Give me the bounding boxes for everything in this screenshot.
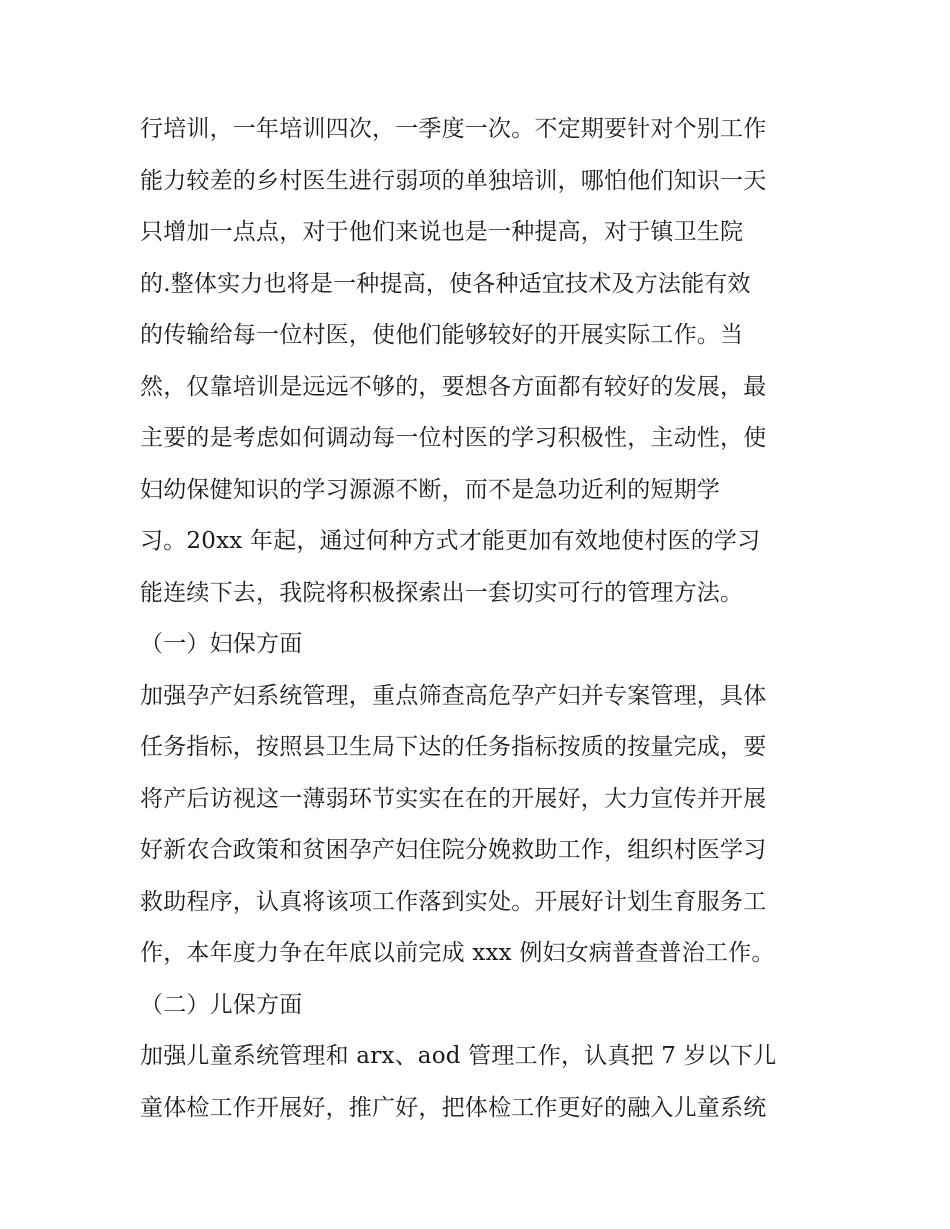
text-line: 的.整体实力也将是一种提高，使各种适宜技术及方法能有效 xyxy=(140,270,751,297)
section-heading: （二）儿保方面 xyxy=(140,991,303,1018)
text-line: 然，仅靠培训是远远不够的，要想各方面都有较好的发展，最 xyxy=(140,373,767,400)
text-line: 好新农合政策和贫困孕产妇住院分娩救助工作，组织村医学习 xyxy=(140,837,767,863)
text-line: 主要的是考虑如何调动每一位村医的学习积极性，主动性，使 xyxy=(140,425,767,451)
text-line: 习。20xx 年起，通过何种方式才能更加有效地使村医的学习 xyxy=(140,528,761,554)
text-line: 妇幼保健知识的学习源源不断，而不是急功近利的短期学 xyxy=(140,476,720,503)
text-line: 的传输给每一位村医，使他们能够较好的开展实际工作。当 xyxy=(140,322,744,348)
text-line: 加强孕产妇系统管理，重点筛查高危孕产妇并专案管理，具体 xyxy=(140,682,767,709)
text-line: 能连续下去，我院将积极探索出一套切实可行的管理方法。 xyxy=(140,579,744,606)
text-line: 将产后访视这一薄弱环节实实在在的开展好，大力宣传并开展 xyxy=(140,785,767,812)
text-line: 作，本年度力争在年底以前完成 xxx 例妇女病普查普治工作。 xyxy=(140,940,775,966)
text-line: 只增加一点点，对于他们来说也是一种提高，对于镇卫生院 xyxy=(140,219,744,245)
document-body xyxy=(140,104,820,1134)
text-line: 任务指标，按照县卫生局下达的任务指标按质的按量完成，要 xyxy=(140,734,767,760)
text-line: 童体检工作开展好，推广好，把体检工作更好的融入儿童系统 xyxy=(140,1094,767,1121)
text-line: 救助程序，认真将该项工作落到实处。开展好计划生育服务工 xyxy=(140,888,767,915)
text-line: 加强儿童系统管理和 arx、aod 管理工作，认真把 7 岁以下儿 xyxy=(140,1043,777,1069)
section-heading: （一）妇保方面 xyxy=(140,631,303,657)
text-line: 行培训，一年培训四次，一季度一次。不定期要针对个别工作 xyxy=(140,116,767,142)
text-line: 能力较差的乡村医生进行弱项的单独培训，哪怕他们知识一天 xyxy=(140,167,767,194)
